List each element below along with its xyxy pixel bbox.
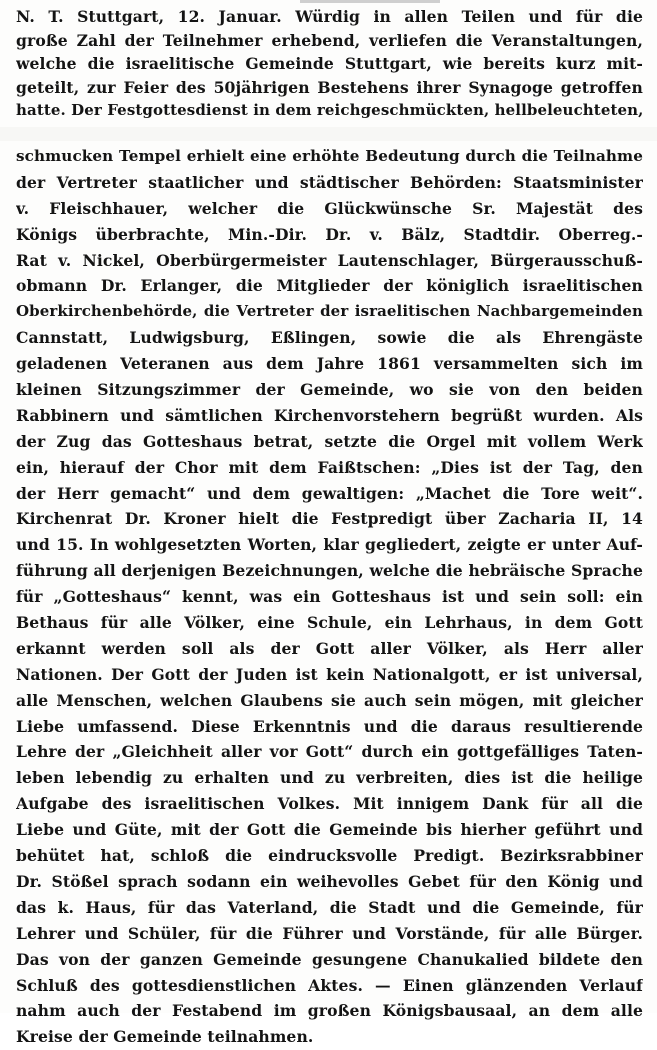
text-line: N. T. Stuttgart, 12. Januar. Würdig in allen Teilen und für die — [16, 7, 643, 26]
text-line: für „Gotteshaus“ kennt, was ein Gotteshaus ist und sein soll: ein — [16, 587, 643, 607]
paragraph-1 — [16, 5, 643, 123]
text-line: geteilt, zur Feier des 50jährigen Bestehens ihrer Synagoge getroffen — [16, 77, 643, 97]
text-line: Kirchenrat Dr. Kroner hielt die Festpredigt über Zacharia II, 14 — [16, 509, 643, 529]
text-line: der Zug das Gotteshaus betrat, setzte die Orgel mit vollem Werk — [16, 431, 643, 451]
text-line: und 15. In wohlgesetzten Worten, klar gegliedert, zeigte er unter Auf- — [16, 535, 643, 555]
text-line: v. Fleischhauer, welcher die Glückwünsche Sr. Majestät des — [16, 198, 643, 218]
text-line: Lehrer und Schüler, für die Führer und Vorstände, für alle Bürger. — [16, 923, 643, 943]
text-line: der Herr gemacht“ und dem gewaltigen: „Machet die Tore weit“. — [16, 483, 643, 503]
text-line: erkannt werden soll als der Gott aller Völker, als Herr aller — [16, 638, 643, 658]
text-line: Dr. Stößel sprach sodann ein weihevolles Gebet für den König und — [16, 871, 643, 891]
text-line: Oberkirchenbehörde, die Vertreter der israelitischen Nachbargemeinden — [16, 302, 643, 321]
text-line: hatte. Der Festgottesdienst in dem reichgeschmückten, hellbeleuchteten, — [16, 101, 643, 119]
text-line: alle Menschen, welchen Glaubens sie auch sein mögen, mit gleicher — [16, 690, 643, 710]
text-line: leben lebendig zu erhalten und zu verbreiten, dies ist die heilige — [16, 768, 643, 788]
paragraph-2 — [16, 144, 643, 1050]
text-line: führung all derjenigen Bezeichnungen, welche die hebräische Sprache — [16, 561, 643, 581]
text-line: geladenen Veteranen aus dem Jahre 1861 versammelten sich im — [16, 354, 643, 374]
text-line: kleinen Sitzungszimmer der Gemeinde, wo sie von den beiden — [16, 380, 643, 400]
text-line: welche die israelitische Gemeinde Stuttgart, wie bereits kurz mit- — [16, 54, 643, 73]
text-line: große Zahl der Teilnehmer erhebend, verliefen die Veranstaltungen, — [16, 30, 643, 50]
text-line: Kreise der Gemeinde teilnahmen. — [16, 1027, 314, 1047]
text-line: obmann Dr. Erlanger, die Mitglieder der königlich israelitischen — [16, 276, 643, 296]
text-line: Schluß des gottesdienstlichen Aktes. — Einen glänzenden Verlauf — [16, 975, 643, 995]
text-line: der Vertreter staatlicher und städtischer Behörden: Staatsminister — [16, 172, 643, 192]
text-line: Rabbinern und sämtlichen Kirchenvorstehern begrüßt wurden. Als — [16, 405, 643, 425]
text-line: Rat v. Nickel, Oberbürgermeister Lautenschlager, Bürgerausschuß- — [16, 250, 643, 270]
text-line: das k. Haus, für das Vaterland, die Stadt und die Gemeinde, für — [16, 897, 643, 917]
text-line: Liebe umfassend. Diese Erkenntnis und die daraus resultierende — [16, 716, 643, 736]
text-line: Aufgabe des israelitischen Volkes. Mit innigem Dank für all die — [16, 794, 643, 814]
text-line: Liebe und Güte, mit der Gott die Gemeinde bis hierher geführt und — [16, 820, 643, 840]
text-line: Cannstatt, Ludwigsburg, Eßlingen, sowie die als Ehrengäste — [16, 328, 643, 348]
text-line: Bethaus für alle Völker, eine Schule, ein Lehrhaus, in dem Gott — [16, 613, 643, 633]
text-line: behütet hat, schloß die eindrucksvolle Predigt. Bezirksrabbiner — [16, 846, 643, 866]
text-line: Lehre der „Gleichheit aller vor Gott“ durch ein gottgefälliges Taten- — [16, 742, 643, 762]
text-line: Nationen. Der Gott der Juden ist kein Nationalgott, er ist universal, — [16, 664, 643, 684]
text-line: nahm auch der Festabend im großen Königsbausaal, an dem alle — [16, 1001, 643, 1021]
text-line: ein, hierauf der Chor mit dem Faißtschen: „Dies ist der Tag, den — [16, 457, 643, 477]
clipping-gap — [0, 127, 657, 141]
torn-edge — [300, 0, 440, 3]
text-line: Königs überbrachte, Min.-Dir. Dr. v. Bälz, Stadtdir. Oberreg.- — [16, 224, 643, 244]
text-line: schmucken Tempel erhielt eine erhöhte Bedeutung durch die Teilnahme — [16, 147, 643, 165]
text-line: Das von der ganzen Gemeinde gesungene Chanukalied bildete den — [16, 949, 643, 969]
